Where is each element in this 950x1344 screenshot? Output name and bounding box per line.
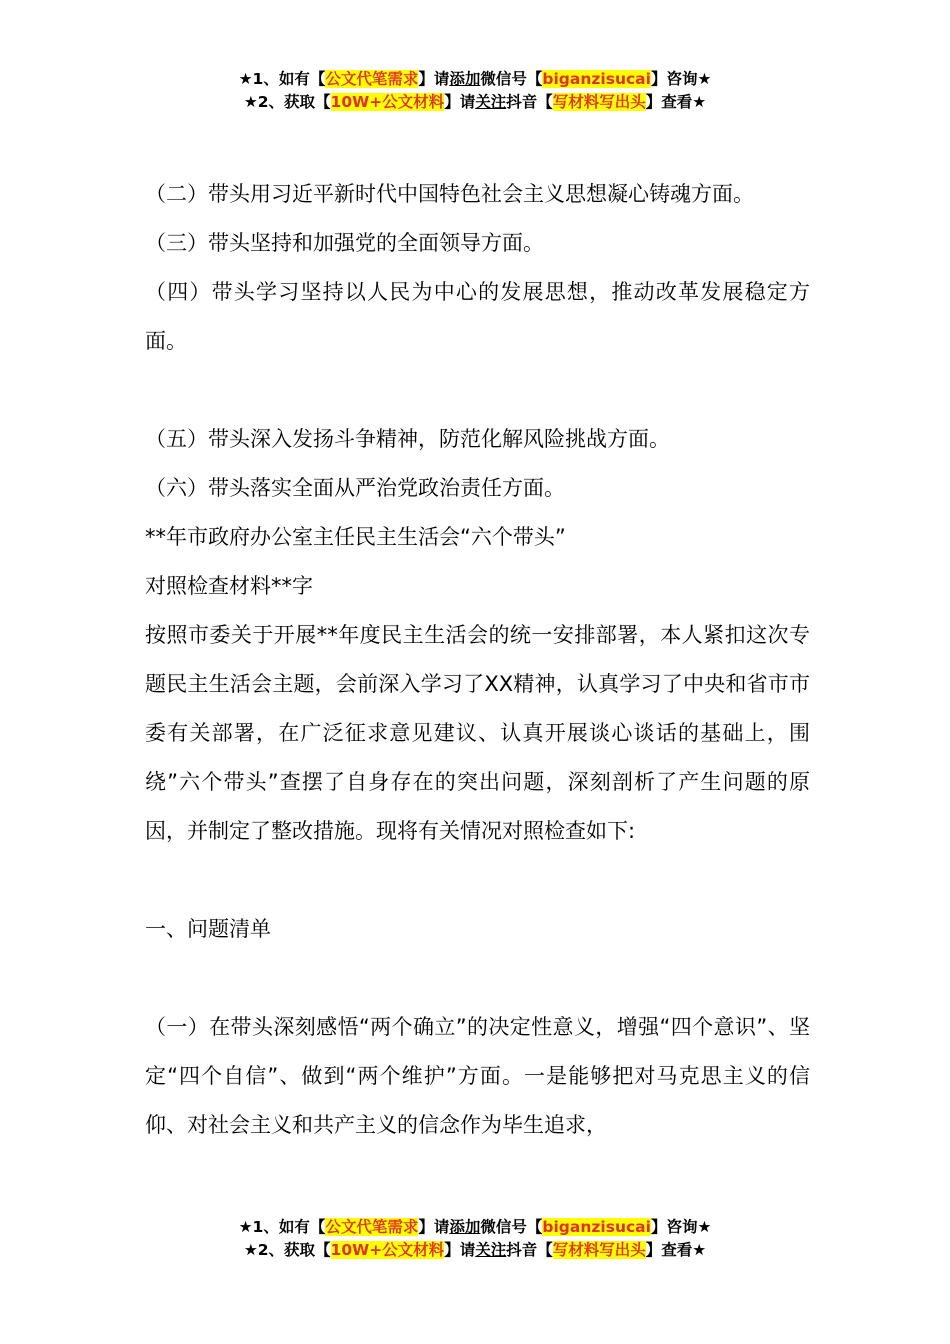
paragraph: （四）带头学习坚持以人民为中心的发展思想，推动改革发展稳定方面。 bbox=[145, 280, 810, 353]
highlight-text: 公文代笔需求 bbox=[325, 1218, 419, 1236]
banner-line-2: ★2、获取【10W+公文材料】请关注抖音【写材料写出头】查看★ bbox=[243, 1241, 707, 1259]
banner-line-1: ★1、如有【公文代笔需求】请添加微信号【biganzisucai】咨询★ bbox=[238, 70, 712, 88]
banner-line-1: ★1、如有【公文代笔需求】请添加微信号【biganzisucai】咨询★ bbox=[238, 1218, 712, 1236]
document-title: **年市政府办公室主任民主生活会“六个带头” bbox=[145, 525, 566, 549]
paragraph: （三）带头坚持和加强党的全面领导方面。 bbox=[145, 231, 544, 255]
wechat-id: biganzisucai bbox=[542, 70, 651, 88]
douyin-account: 写材料写出头 bbox=[552, 93, 646, 111]
document-body bbox=[145, 170, 810, 1150]
highlight-text: 10W+公文材料 bbox=[330, 93, 445, 111]
paragraph: （六）带头落实全面从严治党政治责任方面。 bbox=[145, 476, 565, 500]
wechat-id: biganzisucai bbox=[542, 1218, 651, 1236]
paragraph: （二）带头用习近平新时代中国特色社会主义思想凝心铸魂方面。 bbox=[145, 182, 754, 206]
section-heading: 一、问题清单 bbox=[145, 917, 271, 941]
promo-banner-bottom bbox=[0, 1216, 950, 1262]
douyin-account: 写材料写出头 bbox=[552, 1241, 646, 1259]
paragraph: （五）带头深入发扬斗争精神，防范化解风险挑战方面。 bbox=[145, 427, 670, 451]
highlight-text: 公文代笔需求 bbox=[325, 70, 419, 88]
promo-banner-top bbox=[0, 68, 950, 114]
paragraph: （一）在带头深刻感悟“两个确立”的决定性意义，增强“四个意识”、坚定“四个自信”、做到“两个维护”方面。一是能够把对马克思主义的信仰、对社会主义和共产主义的信念作为毕生追求， bbox=[145, 1015, 810, 1137]
highlight-text: 10W+公文材料 bbox=[330, 1241, 445, 1259]
paragraph: 按照市委关于开展**年度民主生活会的统一安排部署，本人紧扣这次专题民主生活会主题，会前深入学习了XX精神，认真学习了中央和省市市委有关部署，在广泛征求意见建议、认真开展谈心谈话的基础上，围绕”六个带头”查摆了自身存在的突出问题，深刻剖析了产生问题的原因，并制定了整改措施。现将有关情况对照检查如下: bbox=[145, 623, 810, 843]
document-subtitle: 对照检查材料**字 bbox=[145, 574, 313, 598]
banner-line-2: ★2、获取【10W+公文材料】请关注抖音【写材料写出头】查看★ bbox=[243, 93, 707, 111]
